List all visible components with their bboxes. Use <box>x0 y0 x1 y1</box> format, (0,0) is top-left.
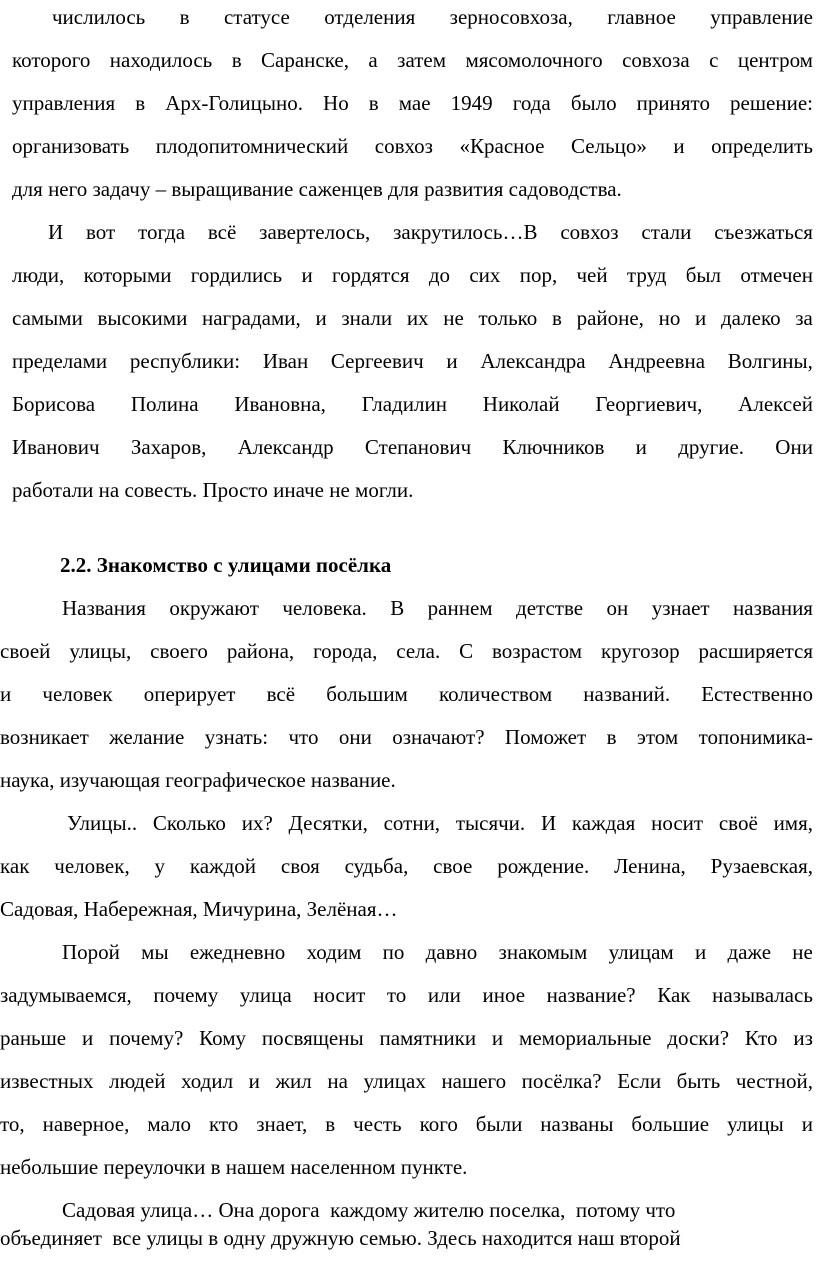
word: не <box>443 306 464 330</box>
word: свое <box>433 854 473 878</box>
word: в <box>368 91 379 115</box>
text-line <box>12 91 813 115</box>
word: то <box>386 983 407 1007</box>
word: мае <box>398 91 431 115</box>
word: жил <box>275 1069 312 1093</box>
word: И <box>48 220 64 244</box>
word: всё <box>207 220 237 244</box>
word: их? <box>241 811 273 835</box>
word: название? <box>546 983 636 1007</box>
word: кругозор <box>600 639 680 663</box>
word: Алексей <box>738 392 813 416</box>
word: носит <box>651 811 704 835</box>
word: доски? <box>667 1026 730 1050</box>
word: и <box>301 263 313 287</box>
word: управления <box>12 91 116 115</box>
text-line <box>62 596 813 620</box>
word: управление <box>710 5 813 29</box>
word: топонимика- <box>698 725 813 749</box>
word: задумываемся, <box>0 983 132 1007</box>
word: судьба, <box>344 854 409 878</box>
word: тысячи. <box>455 811 526 835</box>
word: люди, <box>12 263 65 287</box>
word: и <box>0 682 12 706</box>
word: раньше <box>0 1026 67 1050</box>
word: мясомолочного <box>465 48 603 72</box>
word: своего <box>150 639 208 663</box>
word: С <box>459 639 474 663</box>
word: Степанович <box>364 435 472 459</box>
word: он <box>606 596 629 620</box>
word: принято <box>636 91 710 115</box>
word: улицах <box>363 1069 426 1093</box>
word: их <box>406 306 429 330</box>
word: улицы, <box>69 639 132 663</box>
word: наградами, <box>202 306 301 330</box>
text-line <box>0 725 813 749</box>
word: расширяется <box>698 639 813 663</box>
word: всё <box>266 682 296 706</box>
word: Сколько <box>152 811 226 835</box>
word: района, <box>226 639 295 663</box>
word: то, <box>0 1112 25 1136</box>
word: Рузаевская, <box>710 854 813 878</box>
word: означают? <box>392 725 485 749</box>
word: которого <box>12 48 91 72</box>
word: республики: <box>129 349 241 373</box>
word: Сельцо» <box>570 134 647 158</box>
word: узнать: <box>204 725 269 749</box>
word: в <box>179 5 190 29</box>
word: в <box>231 48 242 72</box>
word: гордились <box>190 263 283 287</box>
word: были <box>475 1112 523 1136</box>
word: Естественно <box>701 682 813 706</box>
word: Гладилин <box>361 392 447 416</box>
word: решение: <box>730 91 813 115</box>
word: что <box>288 725 319 749</box>
word: этом <box>636 725 679 749</box>
word: Десятки, <box>288 811 368 835</box>
word: быть <box>676 1069 721 1093</box>
word: пределами <box>12 349 108 373</box>
word: у <box>154 854 166 878</box>
word: был <box>685 263 722 287</box>
word: Захаров, <box>130 435 207 459</box>
word: Улицы.. <box>67 811 138 835</box>
word: и <box>673 134 685 158</box>
word: Если <box>617 1069 662 1093</box>
text-line <box>62 940 813 964</box>
word: в <box>325 1112 336 1136</box>
word: высокими <box>97 306 188 330</box>
word: центром <box>737 48 813 72</box>
word: каждая <box>571 811 636 835</box>
word: Саранске, <box>261 48 349 72</box>
word: Александр <box>237 435 334 459</box>
word: желание <box>109 725 185 749</box>
word: только <box>478 306 538 330</box>
word: села. <box>396 639 441 663</box>
text-line: небольшие переулочки в нашем населенном пункте. <box>0 1155 468 1179</box>
text-line <box>52 5 813 29</box>
word: оперирует <box>143 682 236 706</box>
word: Николай <box>482 392 560 416</box>
word: рождение. <box>497 854 590 878</box>
word: названы <box>540 1112 614 1136</box>
word: было <box>570 91 617 115</box>
word: посёлка? <box>521 1069 602 1093</box>
word: Ивановна, <box>234 392 326 416</box>
text-line <box>0 1112 813 1136</box>
word: ходил <box>181 1069 234 1093</box>
word: года <box>512 91 551 115</box>
word: названий. <box>583 682 671 706</box>
word: совхоза <box>622 48 690 72</box>
word: до <box>428 263 451 287</box>
word: возрастом <box>492 639 583 663</box>
text-line: для него задачу – выращивание саженцев для развития садоводства. <box>12 177 622 201</box>
word: статусе <box>223 5 290 29</box>
word: Но <box>323 91 349 115</box>
word: знает, <box>256 1112 308 1136</box>
word: съезжаться <box>714 220 813 244</box>
section-heading: 2.2. Знакомство с улицами посёлка <box>60 553 392 577</box>
word: В <box>390 596 405 620</box>
word: Волгины, <box>727 349 813 373</box>
word: тогда <box>138 220 186 244</box>
text-line <box>0 639 813 663</box>
word: сотни, <box>383 811 441 835</box>
word: Андреевна <box>608 349 706 373</box>
text-line <box>0 854 813 878</box>
word: труд <box>626 263 667 287</box>
word: Александра <box>480 349 586 373</box>
word: Названия <box>62 596 146 620</box>
word: а <box>368 48 378 72</box>
text-line <box>12 263 813 287</box>
word: носит <box>313 983 366 1007</box>
word: памятники <box>379 1026 477 1050</box>
text-line <box>0 1026 813 1050</box>
word: возникает <box>0 725 89 749</box>
word: определить <box>711 134 813 158</box>
word: количеством <box>439 682 553 706</box>
word: и <box>695 306 707 330</box>
word: самыми <box>12 306 83 330</box>
word: с <box>709 48 719 72</box>
text-line <box>12 306 813 330</box>
word: завертелось, <box>259 220 371 244</box>
word: не <box>792 940 813 964</box>
word: совхоз <box>560 220 619 244</box>
word: Иванович <box>12 435 100 459</box>
text-line <box>12 435 813 459</box>
text-line <box>12 48 813 72</box>
word: по <box>382 940 405 964</box>
text-line: объединяет все улицы в одну дружную семью. Здесь находится наш второй <box>0 1226 681 1250</box>
word: своя <box>280 854 320 878</box>
word: каждой <box>189 854 257 878</box>
word: Арх-Голицыно. <box>165 91 303 115</box>
word: Порой <box>62 940 120 964</box>
word: закрутилось…В <box>393 220 538 244</box>
word: другие. <box>678 435 745 459</box>
word: имя, <box>773 811 813 835</box>
word: затем <box>397 48 447 72</box>
word: отмечен <box>740 263 813 287</box>
word: Борисова <box>12 392 96 416</box>
word: даже <box>727 940 772 964</box>
word: честь <box>353 1112 402 1136</box>
word: известных <box>0 1069 94 1093</box>
word: честной, <box>735 1069 813 1093</box>
word: и <box>491 1026 504 1050</box>
word: как <box>0 854 30 878</box>
word: и <box>248 1069 260 1093</box>
word: за <box>795 306 813 330</box>
word: знакомым <box>498 940 588 964</box>
word: человек, <box>54 854 130 878</box>
word: детстве <box>516 596 584 620</box>
word: улицам <box>608 940 674 964</box>
word: людей <box>109 1069 166 1093</box>
word: которыми <box>83 263 172 287</box>
word: узнает <box>651 596 710 620</box>
word: мы <box>141 940 169 964</box>
word: и <box>694 940 707 964</box>
word: и <box>635 435 647 459</box>
word: человека. <box>282 596 367 620</box>
word: вот <box>86 220 116 244</box>
word: нашего <box>441 1069 507 1093</box>
word: человек <box>42 682 113 706</box>
text-line <box>12 392 813 416</box>
word: Кто <box>744 1026 778 1050</box>
word: совхоз <box>374 134 433 158</box>
text-line <box>12 349 813 373</box>
word: находилось <box>109 48 213 72</box>
word: улицы <box>727 1112 784 1136</box>
text-line: Садовая улица… Она дорога каждому жителю поселка, потому что <box>62 1198 676 1222</box>
word: но <box>658 306 681 330</box>
word: ходим <box>306 940 362 964</box>
word: Поможет <box>504 725 587 749</box>
word: мемориальные <box>519 1026 652 1050</box>
word: организовать <box>12 134 130 158</box>
word: далеко <box>720 306 781 330</box>
text-line <box>67 811 813 835</box>
text-line <box>12 134 813 158</box>
word: районе, <box>576 306 644 330</box>
word: Иван <box>262 349 309 373</box>
word: мало <box>147 1112 191 1136</box>
word: знали <box>341 306 393 330</box>
word: И <box>540 811 557 835</box>
word: большим <box>326 682 408 706</box>
word: своей <box>0 639 51 663</box>
word: плодопитомнический <box>155 134 349 158</box>
word: названия <box>733 596 813 620</box>
word: в <box>135 91 146 115</box>
word: города, <box>313 639 378 663</box>
word: зерносовхоза, <box>449 5 573 29</box>
text-line: Садовая, Набережная, Мичурина, Зелёная… <box>0 897 398 921</box>
word: Ленина, <box>614 854 686 878</box>
word: на <box>327 1069 348 1093</box>
word: своё <box>718 811 758 835</box>
word: улица <box>239 983 292 1007</box>
word: и <box>315 306 327 330</box>
word: кто <box>208 1112 239 1136</box>
word: или <box>427 983 461 1007</box>
word: «Красное <box>459 134 545 158</box>
word: иное <box>482 983 526 1007</box>
text-line: работали на совесть. Просто иначе не могли. <box>12 478 414 502</box>
word: Сергеевич <box>330 349 424 373</box>
word: стали <box>641 220 692 244</box>
word: чей <box>576 263 608 287</box>
word: и <box>82 1026 94 1050</box>
word: они <box>338 725 372 749</box>
word: Полина <box>130 392 199 416</box>
word: Георгиевич, <box>595 392 703 416</box>
word: в <box>551 306 562 330</box>
word: гордятся <box>331 263 410 287</box>
word: Как <box>657 983 691 1007</box>
word: почему? <box>109 1026 184 1050</box>
word: называлась <box>712 983 813 1007</box>
text-line: наука, изучающая географическое название. <box>0 768 396 792</box>
word: наверное, <box>42 1112 130 1136</box>
word: из <box>793 1026 813 1050</box>
word: 1949 <box>450 91 493 115</box>
text-line <box>0 983 813 1007</box>
word: давно <box>425 940 478 964</box>
word: сих <box>469 263 501 287</box>
word: раннем <box>427 596 493 620</box>
word: почему <box>153 983 219 1007</box>
word: большие <box>631 1112 710 1136</box>
word: Ключников <box>502 435 605 459</box>
word: и <box>446 349 458 373</box>
text-line <box>0 682 813 706</box>
word: в <box>606 725 617 749</box>
word: кого <box>419 1112 458 1136</box>
word: ежедневно <box>189 940 286 964</box>
word: посвящены <box>261 1026 364 1050</box>
word: Они <box>775 435 813 459</box>
word: окружают <box>169 596 259 620</box>
word: и <box>801 1112 813 1136</box>
text-line <box>0 1069 813 1093</box>
word: отделения <box>324 5 416 29</box>
word: главное <box>607 5 676 29</box>
word: числилось <box>52 5 146 29</box>
word: Кому <box>199 1026 247 1050</box>
word: пор, <box>519 263 558 287</box>
text-line <box>48 220 813 244</box>
